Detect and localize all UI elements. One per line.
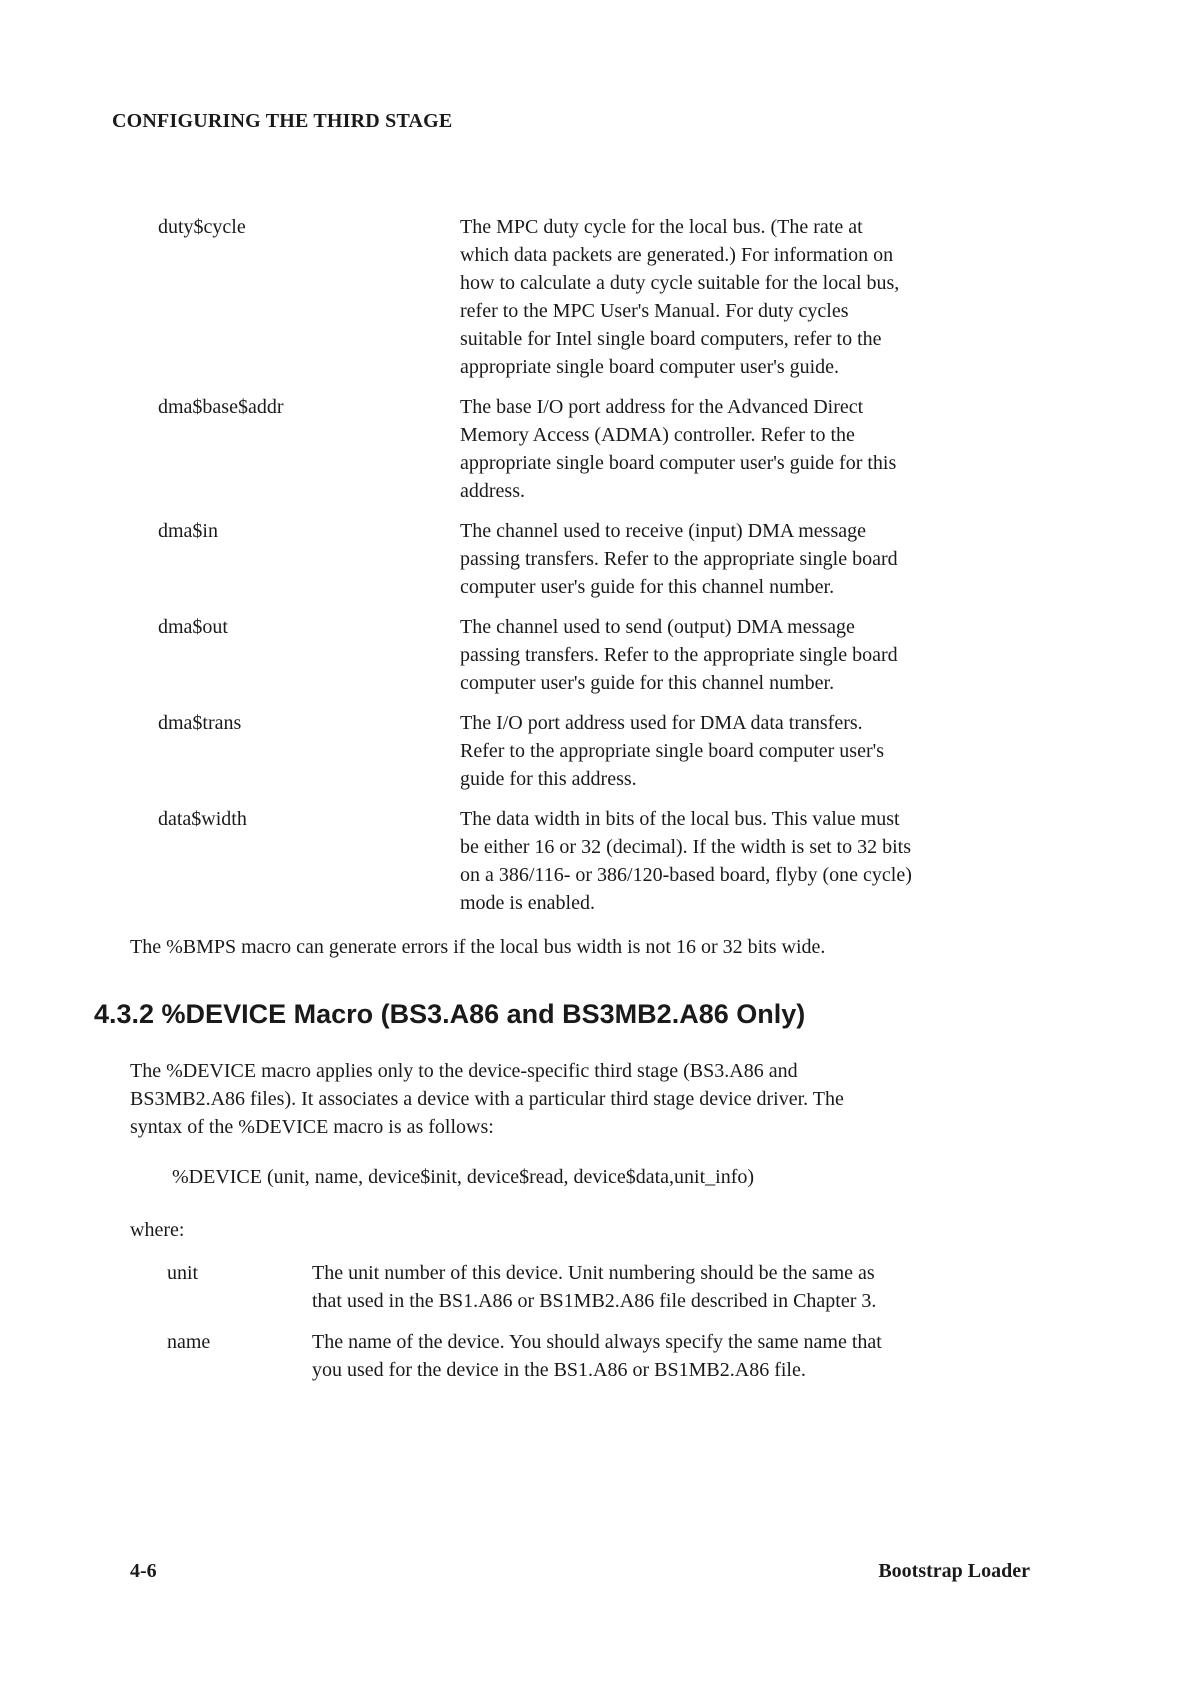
syntax-line: %DEVICE (unit, name, device$init, device$read, device$data,unit_info) <box>172 1166 755 1188</box>
description-line: Refer to the appropriate single board computer user's <box>460 740 885 762</box>
where-description <box>312 1259 1007 1315</box>
description-line: mode is enabled. <box>460 892 595 914</box>
where-term: unit <box>167 1262 199 1284</box>
parameter-entry <box>158 393 998 505</box>
description-line: that used in the BS1.A86 or BS1MB2.A86 file described in Chapter 3. <box>312 1290 877 1312</box>
parameter-description <box>460 613 998 697</box>
where-term: name <box>167 1331 211 1353</box>
note-paragraph: The %BMPS macro can generate errors if the local bus width is not 16 or 32 bits wide. <box>130 936 826 958</box>
parameter-description <box>460 709 998 793</box>
parameter-description <box>460 517 998 601</box>
description-line: appropriate single board computer user's guide. <box>460 356 840 378</box>
parameter-entry <box>158 517 998 601</box>
description-line: appropriate single board computer user's guide for this <box>460 452 897 474</box>
description-line: address. <box>460 480 525 502</box>
parameter-entry <box>158 709 998 793</box>
description-line: refer to the MPC User's Manual. For duty cycles <box>460 300 849 322</box>
parameter-entry <box>158 613 998 697</box>
description-line: The data width in bits of the local bus. This value must <box>460 808 900 830</box>
parameter-name: duty$cycle <box>158 216 246 238</box>
parameter-description <box>460 805 998 917</box>
where-entry <box>167 1259 1007 1315</box>
description-line: be either 16 or 32 (decimal). If the width is set to 32 bits <box>460 836 912 858</box>
footer-title: Bootstrap Loader <box>878 1560 1030 1582</box>
description-line: suitable for Intel single board computers, refer to the <box>460 328 882 350</box>
description-line: computer user's guide for this channel number. <box>460 672 835 694</box>
parameter-entry <box>158 805 998 917</box>
description-line: guide for this address. <box>460 768 637 790</box>
where-list <box>167 1259 1007 1397</box>
description-line: The channel used to send (output) DMA message <box>460 616 855 638</box>
description-line: which data packets are generated.) For information on <box>460 244 894 266</box>
paragraph-line: BS3MB2.A86 files). It associates a device with a particular third stage device driver. The <box>130 1088 844 1110</box>
description-line: The base I/O port address for the Advanced Direct <box>460 396 864 418</box>
description-line: The unit number of this device. Unit numbering should be the same as <box>312 1262 875 1284</box>
paragraph-line: syntax of the %DEVICE macro is as follows: <box>130 1116 494 1138</box>
parameter-name: dma$out <box>158 616 228 638</box>
description-line: The channel used to receive (input) DMA message <box>460 520 866 542</box>
parameter-name: dma$in <box>158 520 218 542</box>
description-line: The MPC duty cycle for the local bus. (The rate at <box>460 216 863 238</box>
description-line: you used for the device in the BS1.A86 or BS1MB2.A86 file. <box>312 1359 806 1381</box>
description-line: on a 386/116- or 386/120-based board, flyby (one cycle) <box>460 864 912 886</box>
description-line: passing transfers. Refer to the appropriate single board <box>460 644 898 666</box>
description-line: how to calculate a duty cycle suitable for the local bus, <box>460 272 900 294</box>
parameter-name: dma$trans <box>158 712 242 734</box>
where-entry <box>167 1328 1007 1384</box>
description-line: The name of the device. You should always specify the same name that <box>312 1331 882 1353</box>
where-label: where: <box>130 1219 185 1241</box>
description-line: The I/O port address used for DMA data transfers. <box>460 712 863 734</box>
parameter-name: dma$base$addr <box>158 396 284 418</box>
description-line: computer user's guide for this channel number. <box>460 576 835 598</box>
running-head: CONFIGURING THE THIRD STAGE <box>112 110 453 132</box>
where-description <box>312 1328 1007 1384</box>
description-line: Memory Access (ADMA) controller. Refer to the <box>460 424 855 446</box>
parameter-name: data$width <box>158 808 247 830</box>
parameter-entry <box>158 213 998 381</box>
intro-paragraph <box>130 1057 1010 1141</box>
page-number: 4-6 <box>130 1560 157 1582</box>
paragraph-line: The %DEVICE macro applies only to the device-specific third stage (BS3.A86 and <box>130 1060 798 1082</box>
parameter-description <box>460 213 998 381</box>
description-line: passing transfers. Refer to the appropriate single board <box>460 548 898 570</box>
section-heading: 4.3.2 %DEVICE Macro (BS3.A86 and BS3MB2.A86 Only) <box>94 999 806 1029</box>
parameter-list <box>158 213 998 929</box>
parameter-description <box>460 393 998 505</box>
